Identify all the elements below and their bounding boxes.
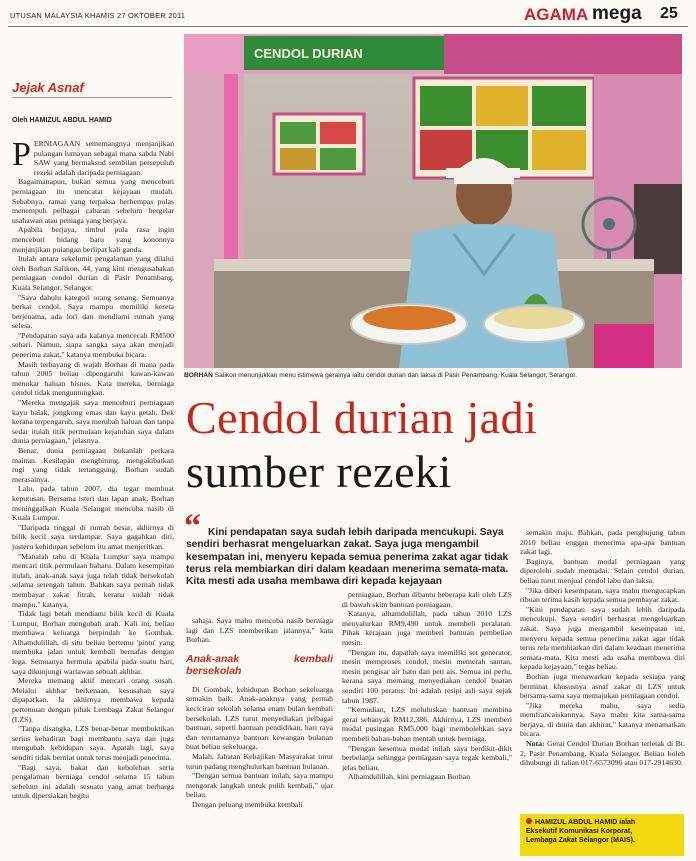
drop-cap: P xyxy=(12,139,31,173)
body-paragraph: Benar, dunia perniagaan bukanlah perkara mainan. Kesilapan menghitung, mengakibatkan rugi yang tidak tertanggung. Borhan sudah merasainya. xyxy=(12,446,174,484)
pull-quote-text: Kini pendapatan saya sudah lebih daripada mencukupi. Saya sendiri berhasrat mengeluarkan zakat. Saya juga mengambil kesempatan ini, menyeru kepada semua penerima zakat agar tidak terus rela membiarkan diri dalam keadaan menerima semata-mata. Kita mesti ada usaha membawa diri kepada kejayaan xyxy=(186,527,509,588)
body-paragraph: Katanya, alhamdulillah, pada tahun 2010 LZS menyalurkan RM9,490 untuk membeli peralatan. Pihak kerajaan juga memberi bantuan pembelian mesin. xyxy=(342,609,512,647)
note-label: Nota: xyxy=(526,739,545,749)
caption-text: Salikon menunjukkan menu istimewa gerainya iaitu cendol durian dan laksa di Pasir Penambang, Kuala Selangor, Selangor. xyxy=(212,372,577,379)
photo-caption xyxy=(184,372,682,379)
body-paragraph: "Pendapatan saya ada kalanya mencecah RM500 sehari. Namun, siapa sangka saya akan menjadi penerima zakat," katanya membuka bicara. xyxy=(12,330,174,360)
body-paragraph: perniagaan, Borhan dibantu beberapa kali oleh LZS di bawah skim bantuan perniagaan. xyxy=(342,590,512,609)
body-paragraph: Malah, Jabatan Kebajikan Masyarakat turut turun padang menghulurkan bantuan bulanan. xyxy=(186,751,333,771)
body-paragraph: Masih terbayang di wajah Borhan di mana pada tahun 2005 beliau dipengaruhi kawan-kawan menukar haluan bisnes. Kata mereka, berniaga cendol tidak menguntungkan. xyxy=(12,359,174,398)
note-text: Gerai Cendol Durian Borhan terletak di Bt. 2, Pasir Penambang, Kuala Selangor. Beliau boleh dihubungi di talian 017-6573096 atau 017-2914630. xyxy=(520,739,685,768)
author-line-1: HAMIZUL ABDUL HAMID ialah xyxy=(535,819,636,826)
article-column-2 xyxy=(186,616,333,861)
body-paragraph: "Jika diberi kesempatan, saya mahu mengucapkan ribuan terima kasih kepada semua pembayar zakat. xyxy=(520,585,685,605)
body-paragraph: "Bagi saya, bakat dan kebolehan serta pengalaman berniaga cendol selama 15 tahun sebelum ini adalah sesuatu yang amat berharga untuk dipersiakan begitu xyxy=(12,762,174,801)
note-paragraph xyxy=(520,739,685,768)
publication-dateline: UTUSAN MALAYSIA KHAMIS 27 OKTOBER 2011 xyxy=(10,11,186,20)
lead-paragraph xyxy=(12,139,174,177)
caption-name: BORHAN xyxy=(184,372,213,379)
body-paragraph: semakin maju. Bahkan, pada penghujung tahun 2010 beliau enggan menerima apa-apa bantuan zakat lagi. xyxy=(520,528,685,557)
body-paragraph: "Jika mereka mahu, saya sedia memfrancaiskannya. Saya mahu kita sama-sama berjaya, di dunia dan akhirat," katanya menamatkan bicara. xyxy=(520,700,685,739)
body-paragraph: Baginya, bantuan modal perniagaan yang diperolehi sudah memadai. Selain cendol durian, beliau turut menjual cendol labu dan laksa. xyxy=(520,556,685,585)
body-paragraph: "Saya dahulu kategori orang senang. Semuanya berkat cendol. Saya mampu memiliki kereta berjenama, ada lori dan mendiami rumah yang selesa. xyxy=(12,292,174,331)
byline: Oleh HAMIZUL ABDUL HAMID xyxy=(12,117,112,124)
brand-label: mega xyxy=(592,3,642,24)
body-paragraph: "Tanpa disangka, LZS benar-benar membuktikan serius kehadiran bagi membantu saya dan juga mengubah kehidupan saya. Apatah lagi, saya sendiri tidak berniat untuk terus menjadi penerima. xyxy=(12,724,174,762)
quote-mark-icon: “ xyxy=(184,508,201,545)
shop-sign-text: CENDOL DURIAN xyxy=(254,46,363,61)
body-paragraph: "Kemudian, LZS meluluskan bantuan membina gerai sebanyak RM12,386. Akhirnya, LZS memberi modal pusingan RM5,000 bagi membolehkan saya membeli bahan-bahan mentah untuk berniaga. xyxy=(342,705,512,743)
author-line-3: Lembaga Zakat Selangor (MAIS). xyxy=(526,837,635,844)
lead-text: ERNIAGAAN sememangnya menjanjikan pulangan lumayan sebagai mana sabda Nabi SAW yang bermaksud sembilan persepuluh rezeki adalah daripada perniagaan. xyxy=(33,139,174,177)
subheading: Anak-anak kembali bersekolah xyxy=(186,652,333,677)
body-paragraph: sahaja. Saya mahu mencuba nasib berniaga lagi dan LZS memberikan jalannya," kata Borhan. xyxy=(186,616,333,645)
page-header xyxy=(0,0,696,28)
column-title: Jejak Asnaf xyxy=(12,80,84,95)
pull-quote xyxy=(184,508,513,588)
page-number: 25 xyxy=(660,5,678,22)
header-rule xyxy=(8,26,688,27)
bullet-icon xyxy=(526,818,532,824)
article-column-3 xyxy=(342,590,512,861)
headline-line-2: sumber rezeki xyxy=(186,446,452,497)
article-column-4 xyxy=(520,528,685,813)
body-paragraph: Tidak lagi betah mendiami bilik kecil di Kuala Lumpur, Borhan mengubah arah. Kali ini, beliau membawa keluarga berpindah ke Gombak. Alhamdulillah, di situ beliau bertemu 'pintu' yang membuka jalan untuk kembali bernafas dengan lega. Semuanya bermula apabila pada suatu hari, saya dikunjungi wartawan sebuah akhbar. xyxy=(12,609,174,676)
body-paragraph: Bagaimanapun, bukan semua yang menceburi perniagaan itu mencatat kejayaan mudah. Sebabnya, ramai yang terpaksa berhempas pulas menempuh pelbagai cabaran sebelum bergelar usahawan atau peniaga yang berjaya. xyxy=(12,177,174,225)
body-paragraph: "Daripada tinggal di rumah besar, akhirnya di bilik kecil saya terdampar. Saya gagahkan diri, justeru kehidupan sebelum itu amat menjeritkan. xyxy=(12,522,174,551)
body-paragraph: "Mereka mengajak saya menceburi perniagaan kayu balak, jongkong emas dan kayu getah. Dek kerana terpengaruh, saya merubah haluan dan tanpa sedar itulah titik permulaan kejatuhan saya dalam dunia perniagaan," jelasnya. xyxy=(12,398,174,446)
body-paragraph: Mereka memang aktif mencari orang susah. Melalui akhbar berkenaan, kesusahan saya dipaparkan. Ia akhirnya membawa kepada pertemuan dengan pihak Lembaga Zakat Selangor (LZS). xyxy=(12,676,174,724)
body-paragraph: Borhan juga menawarkan kepada sesiapa yang berminat khususnya asnaf zakat di LZS untuk bersama-sama saya memajukan perniagaan cendol. xyxy=(520,671,685,701)
section-label: AGAMA xyxy=(524,5,589,24)
body-paragraph: Dengan peluang membuka kembali xyxy=(192,799,303,809)
article-photo xyxy=(184,34,682,368)
author-line-2: Eksekutif Komunikasi Korporat, xyxy=(526,828,633,835)
article-column-1 xyxy=(12,139,174,859)
column-title-rule xyxy=(12,97,172,98)
body-paragraph: Lalu, pada tahun 2007, dia tegar membuat keputusan. Bersama isteri dan lapan anak, Borhan meninggalkan Kuala Selangor mencuba nasib di Kuala Lumpur. xyxy=(12,484,174,523)
stall-photo-illustration xyxy=(184,34,682,368)
body-paragraph: Itulah antara sekelumit pengalaman yang dilalui oleh Borhan Salikon, 44, yang kini mengusahakan perniagaan cendol durian di Pasir Penambang, Kuala Selangor, Selangor. xyxy=(12,254,174,292)
headline-line-1: Cendol durian jadi xyxy=(186,392,538,443)
body-paragraph: Alhamdulillah, kini perniagaan Borhan xyxy=(348,772,471,782)
body-paragraph: Di Gombak, kehidupan Borhan sekeluarga semakin baik. Anak-anaknya yang pernah keciciran sekolah selama enam bulan kembali bersekolah. LZS turut menyediakan pelbagai bantuan, seperti bantuan pendidikan, hari raya dan terutamanya bantuan kewangan bulanan buat beliau sekeluarga. xyxy=(186,684,333,752)
body-paragraph: "Dengan itu, dapatlah saya memiliki set generator, mesin memproses cendol, mesin memerah santan, mesin pengisar air batu dan peti ais. Semua ini perlu, kerana saya memang menyediakan cendol buatan sendiri 100 peratus. Ini adalah resipi asli saya sejak tahun 1987. xyxy=(342,647,512,705)
body-paragraph: "Kini pendapatan saya sudah lebih daripada mencukupi. Saya sendiri berhasrat mengeluarkan zakat. Saya juga mengambil kesempatan ini, menyeru kepada semua penerima zakat agar tidak terus rela membiarkan diri dalam keadaan menerima semata-mata. Kita mesti ada usaha membawa diri kepada kejayaan," tegas beliau. xyxy=(520,604,685,672)
body-paragraph: "Dengan kesemua modal inilah saya berdikit-dikit berbelanja sehingga perniagaan saya tegak kembali," jelas beliau. xyxy=(342,743,512,772)
author-box xyxy=(520,814,684,856)
body-paragraph: "Manalah tahu di Kuala Lumpur saya mampu mencari titik permulaan baharu. Dalam kesempitan itulah, anak-anak saya juga telah tidak bersekolah selama setengah tahun. Bahkan saya pernah tidak membayar zakat fitrah, kerana sudah tidak mampu," katanya. xyxy=(12,551,174,609)
body-paragraph: "Dengan semua bantuan inilah, saya mampu mengorak langkah untuk pulih kembali," ujar beliau. xyxy=(186,771,333,800)
body-paragraph: Apabila berjaya, timbul pula rasa ingin menceburi bidang baru yang kononnya menjanjikan pulangan berlipat kali ganda. xyxy=(12,225,174,254)
